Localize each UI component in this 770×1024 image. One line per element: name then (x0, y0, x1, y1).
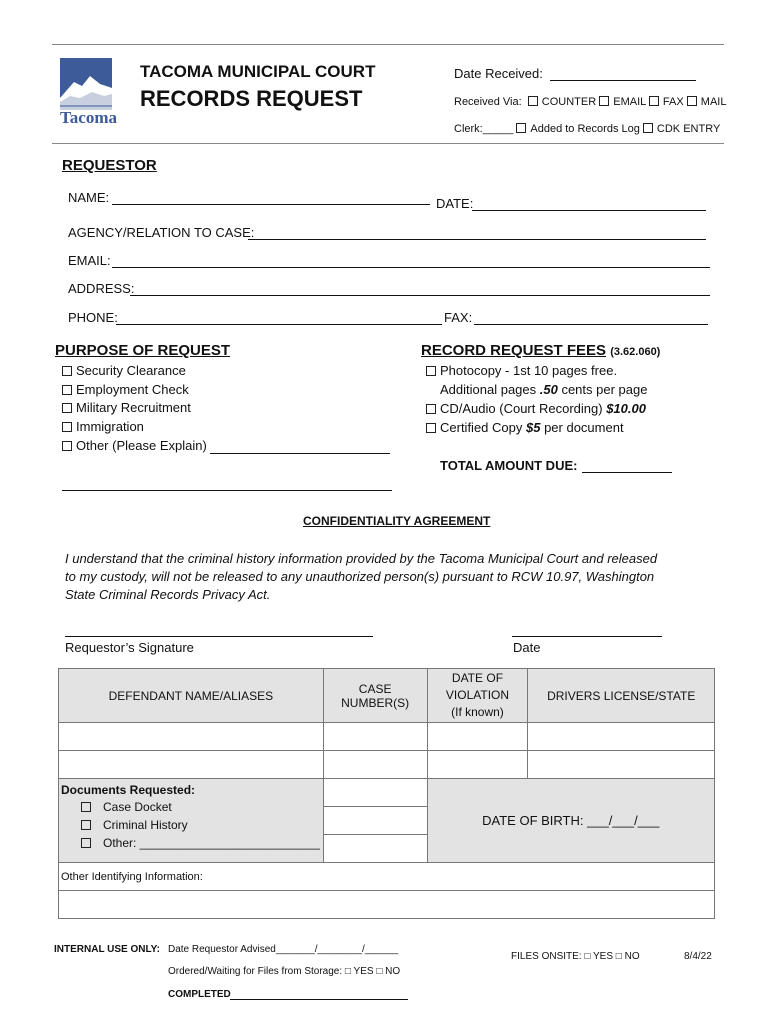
clerk-line (454, 123, 720, 135)
total-amount-field[interactable] (582, 472, 672, 473)
other-explain-field-2[interactable] (62, 490, 392, 491)
case-docket-checkbox[interactable] (81, 802, 91, 812)
signature-date-label: Date (513, 640, 541, 655)
email-label: EMAIL: (68, 253, 111, 268)
internal-use-label: INTERNAL USE ONLY: (54, 944, 160, 955)
received-via-label: Received Via: (454, 96, 522, 108)
employment-checkbox[interactable] (62, 385, 72, 395)
cdk-entry-label: CDK ENTRY (656, 123, 721, 135)
agency-field[interactable] (248, 239, 706, 240)
purpose-option-other[interactable] (62, 438, 207, 453)
fax-checkbox[interactable] (649, 96, 659, 106)
email-field[interactable] (112, 267, 710, 268)
other-checkbox[interactable] (62, 441, 72, 451)
other-explain-field[interactable] (210, 453, 390, 454)
cdk-entry-checkbox[interactable] (643, 123, 653, 133)
revision-date: 8/4/22 (684, 951, 712, 962)
signature-date-field[interactable] (512, 636, 662, 637)
counter-checkbox[interactable] (528, 96, 538, 106)
agency-label: AGENCY/RELATION TO CASE: (68, 225, 255, 240)
purpose-heading: PURPOSE OF REQUEST (55, 342, 231, 359)
doc-criminal-history[interactable] (81, 818, 323, 832)
address-field[interactable] (130, 295, 710, 296)
dob-cell[interactable] (427, 779, 714, 863)
confidentiality-line-1: I understand that the criminal history information provided by the Tacoma Municipal Court and released (65, 551, 658, 566)
completed-field[interactable] (230, 999, 408, 1000)
col-violation-line-3: (If known) (451, 705, 504, 719)
signature-label: Requestor’s Signature (65, 640, 194, 655)
fax-label: FAX (662, 96, 684, 108)
criminal-history-checkbox[interactable] (81, 820, 91, 830)
defendant-table (58, 668, 715, 919)
doc-other-label: Other: ___________________________ (103, 836, 320, 850)
photocopy-label: Photocopy - 1st 10 pages free. (440, 363, 618, 378)
email-label: EMAIL (613, 96, 646, 108)
military-label: Military Recruitment (76, 400, 191, 415)
date-advised: Date Requestor Advised_______/________/______ (168, 944, 399, 955)
received-via (454, 96, 726, 108)
mail-label: MAIL (700, 96, 727, 108)
completed-label: COMPLETED (168, 989, 231, 1000)
form-title: RECORDS REQUEST (140, 86, 363, 111)
col-case-header: CASE NUMBER(S) (323, 669, 427, 723)
case-cell-1[interactable] (323, 723, 427, 751)
name-label: NAME: (68, 190, 110, 205)
confidentiality-heading: CONFIDENTIALITY AGREEMENT (303, 514, 491, 528)
logo-text: Tacoma (60, 108, 117, 127)
defendant-cell-1[interactable] (59, 723, 324, 751)
email-checkbox[interactable] (599, 96, 609, 106)
requestor-heading: REQUESTOR (62, 157, 157, 174)
case-cell-5[interactable] (323, 835, 427, 863)
photocopy-checkbox[interactable] (426, 366, 436, 376)
records-log-checkbox[interactable] (516, 123, 526, 133)
col-violation-line-1: DATE OF (451, 671, 504, 685)
case-cell-2[interactable] (323, 751, 427, 779)
other-info-field[interactable] (59, 891, 715, 919)
header-rule (52, 143, 724, 144)
confidentiality-line-3: State Criminal Records Privacy Act. (65, 587, 271, 602)
doc-case-docket[interactable] (81, 800, 323, 814)
clerk-label: Clerk:_____ (454, 123, 514, 135)
col-violation-line-2: VIOLATION (445, 688, 510, 702)
name-field[interactable] (112, 204, 430, 205)
defendant-cell-2[interactable] (59, 751, 324, 779)
phone-label: PHONE: (68, 310, 118, 325)
purpose-option-security[interactable] (62, 363, 186, 378)
security-label: Security Clearance (76, 363, 186, 378)
fee-photocopy[interactable] (426, 363, 617, 378)
cd-audio-checkbox[interactable] (426, 404, 436, 414)
address-label: ADDRESS: (68, 281, 135, 296)
purpose-option-employment[interactable] (62, 382, 189, 397)
phone-field[interactable] (116, 324, 442, 325)
license-cell-2[interactable] (528, 751, 715, 779)
ordered-from-storage: Ordered/Waiting for Files from Storage: □ YES □ NO (168, 966, 401, 977)
certified-checkbox[interactable] (426, 423, 436, 433)
documents-requested-cell (59, 779, 324, 863)
fee-certified[interactable]: Certified Copy $5 per document (426, 420, 624, 435)
col-defendant-header: DEFENDANT NAME/ALIASES (59, 669, 324, 723)
files-onsite: FILES ONSITE: □ YES □ NO (511, 951, 640, 962)
date-received-field[interactable] (550, 80, 696, 81)
fee-additional: Additional pages .50 cents per page (440, 382, 648, 397)
date-received-label: Date Received: (454, 66, 543, 81)
fees-code: (3.62.060) (610, 346, 661, 358)
date-label: DATE: (436, 196, 474, 211)
total-amount-label: TOTAL AMOUNT DUE: (440, 458, 578, 473)
confidentiality-line-2: to my custody, will not be released to any unauthorized person(s) pursuant to RCW 10.97, Washington (65, 569, 655, 584)
purpose-option-military[interactable] (62, 400, 191, 415)
dob-label: DATE OF BIRTH: ___/___/___ (482, 813, 660, 828)
signature-field[interactable] (65, 636, 373, 637)
violation-cell-2[interactable] (427, 751, 528, 779)
case-cell-3[interactable] (323, 779, 427, 807)
col-violation-header (427, 669, 528, 723)
violation-cell-1[interactable] (427, 723, 528, 751)
counter-label: COUNTER (541, 96, 597, 108)
col-license-header: DRIVERS LICENSE/STATE (528, 669, 715, 723)
military-checkbox[interactable] (62, 403, 72, 413)
documents-heading: Documents Requested: (61, 783, 196, 797)
purpose-option-immigration[interactable] (62, 419, 144, 434)
fee-cd-audio[interactable]: CD/Audio (Court Recording) $10.00 (426, 401, 646, 416)
other-info-cell (59, 863, 715, 891)
case-cell-4[interactable] (323, 807, 427, 835)
criminal-history-label: Criminal History (103, 818, 188, 832)
fees-heading (421, 342, 660, 359)
doc-other-checkbox[interactable] (81, 838, 91, 848)
date-field[interactable] (472, 210, 706, 211)
records-log-label: Added to Records Log (530, 123, 640, 135)
other-label: Other (Please Explain) (76, 438, 207, 453)
fax-field[interactable] (474, 324, 708, 325)
tacoma-logo (60, 58, 117, 132)
employment-label: Employment Check (76, 382, 189, 397)
top-rule (52, 44, 724, 45)
fees-heading-text: RECORD REQUEST FEES (421, 342, 607, 359)
other-info-label: Other Identifying Information: (61, 870, 203, 883)
case-docket-label: Case Docket (103, 800, 172, 814)
doc-other[interactable] (81, 836, 323, 850)
license-cell-1[interactable] (528, 723, 715, 751)
immigration-label: Immigration (76, 419, 144, 434)
court-name: TACOMA MUNICIPAL COURT (140, 62, 376, 81)
mountain-icon (60, 58, 112, 110)
fax-label: FAX: (444, 310, 473, 325)
mail-checkbox[interactable] (687, 96, 697, 106)
immigration-checkbox[interactable] (62, 422, 72, 432)
security-checkbox[interactable] (62, 366, 72, 376)
